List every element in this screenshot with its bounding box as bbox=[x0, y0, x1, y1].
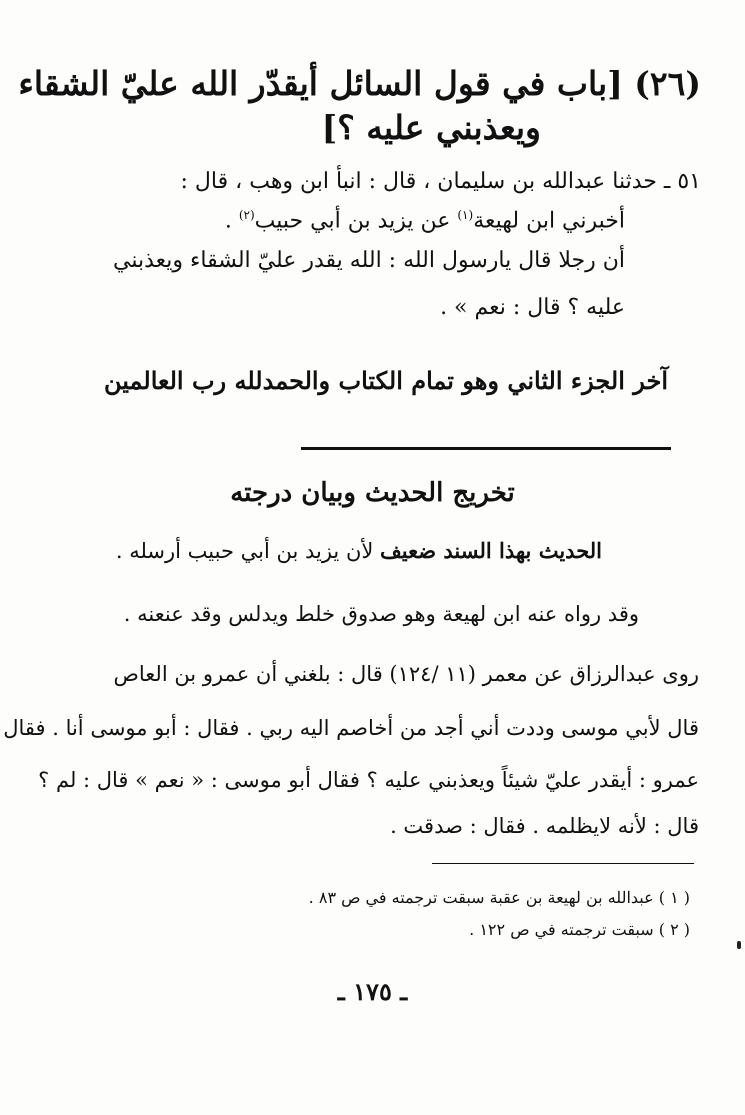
takhrij-para-3-line-3: عمرو : أيقدر عليّ شيئاً ويعذبني عليه ؟ فقال أبو موسى : « نعم » قال : لم ؟ bbox=[38, 768, 699, 792]
hadith-isnad-2b: عن يزيد بن أبي حبيب bbox=[254, 208, 451, 234]
takhrij-para-3-line-2: قال لأبي موسى وددت أني أجد من أخاصم اليه ربي . فقال : أبو موسى أنا . فقال bbox=[3, 716, 699, 740]
takhrij-reason: لأن يزيد بن أبي حبيب أرسله . bbox=[115, 539, 374, 563]
hadith-matn-line-1: أن رجلا قال يارسول الله : الله يقدر عليّ الشقاء ويعذبني bbox=[113, 248, 625, 273]
closing-line: آخر الجزء الثاني وهو تمام الكتاب والحمدلله رب العالمين bbox=[104, 366, 668, 395]
footnote-1-marker: ( ١ ) bbox=[658, 888, 690, 907]
footnote-ref-1[interactable]: (١) bbox=[457, 208, 474, 222]
hadith-number: ٥١ ـ bbox=[663, 169, 701, 194]
chapter-title-line-2: ويعذبني عليه ؟] bbox=[321, 108, 541, 147]
chapter-title-line-1: (٢٦) [باب في قول السائل أيقدّر الله عليّ الشقاء bbox=[18, 64, 701, 103]
footnote-1-text: عبدالله بن لهيعة بن عقبة سبقت ترجمته في ص ٨٣ . bbox=[308, 888, 654, 907]
footnote-2 bbox=[469, 920, 690, 939]
scan-speck bbox=[737, 941, 741, 949]
hadith-line-2 bbox=[225, 208, 625, 233]
takhrij-verdict: الحديث بهذا السند ضعيف bbox=[380, 538, 602, 563]
takhrij-para-2: وقد رواه عنه ابن لهيعة وهو صدوق خلط ويدلس وقد عنعنه . bbox=[123, 602, 639, 626]
footnote-2-text: سبقت ترجمته في ص ١٢٢ . bbox=[469, 920, 654, 939]
hadith-line-1 bbox=[181, 169, 701, 194]
footnote-divider bbox=[432, 863, 694, 864]
page-number: ـ ١٧٥ ـ bbox=[337, 977, 408, 1006]
takhrij-heading: تخريج الحديث وبيان درجته bbox=[230, 478, 515, 508]
footnote-2-marker: ( ٢ ) bbox=[658, 920, 690, 939]
footnote-ref-2[interactable]: (٢) bbox=[238, 208, 255, 222]
takhrij-para-1 bbox=[116, 538, 602, 563]
hadith-isnad-2c: . bbox=[224, 208, 232, 234]
hadith-isnad-2a: أخبرني ابن لهيعة bbox=[473, 208, 625, 234]
footnote-1 bbox=[309, 888, 690, 907]
hadith-isnad-1: حدثنا عبدالله بن سليمان ، قال : انبأ ابن وهب ، قال : bbox=[180, 169, 657, 194]
hadith-matn-line-2: عليه ؟ قال : نعم » . bbox=[440, 295, 625, 320]
takhrij-para-3-line-4: قال : لأنه لايظلمه . فقال : صدقت . bbox=[390, 814, 699, 838]
takhrij-para-3-line-1: روى عبدالرزاق عن معمر (١١ /١٢٤) قال : بلغني أن عمرو بن العاص bbox=[113, 662, 699, 686]
section-divider bbox=[301, 447, 671, 450]
